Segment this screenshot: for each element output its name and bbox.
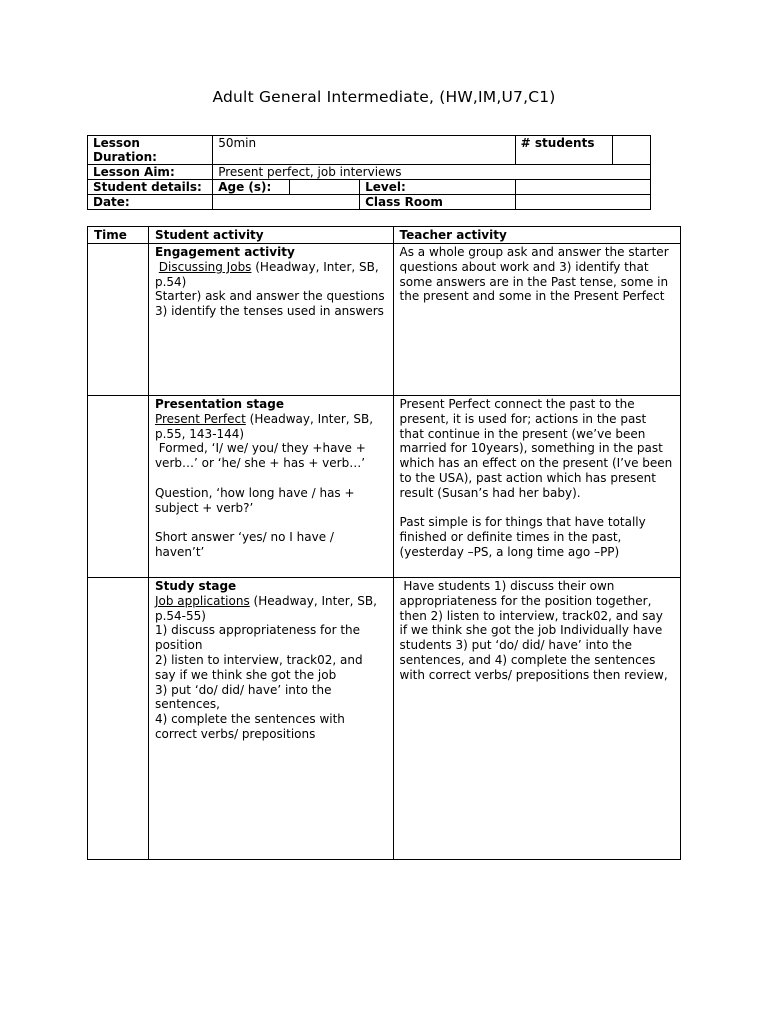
info-row-details [88, 180, 651, 195]
level-value [515, 180, 650, 195]
teacher-activity-cell [393, 396, 680, 578]
date-label: Date: [88, 195, 213, 210]
students-value [613, 136, 651, 165]
teacher-activity-cell [393, 578, 680, 860]
student-activity-cell [148, 244, 393, 396]
activity-step: Formed, ‘I/ we/ you/ they +have + verb…’ or ‘he/ she + has + verb…’ [154, 441, 370, 471]
details-label: Student details: [88, 180, 213, 195]
info-row-date [88, 195, 651, 210]
duration-value: 50min [213, 136, 515, 165]
activity-step: Starter) ask and answer the questions [154, 289, 385, 304]
activity-step: 3) identify the tenses used in answers [154, 304, 384, 319]
teacher-activity-cell [393, 244, 680, 396]
student-activity-header: Student activity [148, 227, 393, 244]
document-title: Adult General Intermediate, (HW,IM,U7,C1) [212, 88, 556, 106]
time-cell [88, 244, 149, 396]
duration-label: Lesson Duration: [88, 136, 213, 165]
activity-source: (Headway, Inter, SB, p.54-55) [154, 593, 377, 623]
plan-row-presentation [88, 396, 681, 578]
stage-title: Presentation stage [154, 397, 284, 411]
lesson-info-table [87, 135, 651, 210]
lesson-plan-table [87, 226, 681, 860]
teacher-note: Present Perfect connect the past to the present, it is used for; actions in the past that continue in the present (we’ve been married for 10years), something in the past which has an effect on the present (I’ve been to the USA), past action which has present result (Susan’s had her baby). [399, 397, 673, 500]
age-value [290, 180, 360, 195]
info-row-aim [88, 165, 651, 180]
teacher-activity-header: Teacher activity [393, 227, 680, 244]
date-value [213, 195, 360, 210]
students-label: # students [515, 136, 613, 165]
student-activity-cell [148, 578, 393, 860]
time-header: Time [88, 227, 149, 244]
time-cell [88, 396, 149, 578]
activity-step: Question, ‘how long have / has + subject + verb?’ [154, 485, 355, 515]
activity-step: 1) discuss appropriateness for the position [154, 623, 361, 653]
activity-reference [155, 412, 387, 442]
activity-source: (Headway, Inter, SB, p.55, 143-144) [154, 411, 374, 441]
activity-reference [155, 260, 387, 290]
activity-step: Short answer ‘yes/ no I have / haven’t’ [154, 530, 334, 559]
plan-row-study [88, 578, 681, 860]
student-activity-cell [148, 396, 393, 578]
teacher-note: As a whole group ask and answer the starter questions about work and 3) identify that some answers are in the Past tense, some in the present and some in the Present Perfect [399, 245, 669, 304]
teacher-note: Have students 1) discuss their own appropriateness for the position together, then 2) listen to interview, track02, and say if we think she got the job Individually have students 3) put ‘do/ did/ have’ into the sentences, and 4) complete the sentences with correct verbs/ prepositions then review, [399, 579, 668, 682]
room-label: Class Room [360, 195, 516, 210]
activity-step: 2) listen to interview, track02, and say if we think she got the job [154, 652, 363, 682]
activity-reference [155, 594, 387, 624]
aim-label: Lesson Aim: [88, 165, 213, 180]
plan-row-engagement [88, 244, 681, 396]
activity-step: 3) put ‘do/ did/ have’ into the sentences, [154, 682, 332, 712]
time-cell [88, 578, 149, 860]
teacher-note: Past simple is for things that have totally finished or definite times in the past, (yesterday –PS, a long time ago –PP) [399, 515, 646, 559]
plan-header-row [88, 227, 681, 244]
activity-source: (Headway, Inter, SB, p.54) [154, 259, 379, 289]
activity-topic: Present Perfect [154, 411, 246, 426]
stage-title: Study stage [154, 579, 237, 593]
activity-step: 4) complete the sentences with correct verbs/ prepositions [154, 712, 345, 741]
aim-value: Present perfect, job interviews [213, 165, 651, 180]
activity-topic: Discussing Jobs [158, 259, 252, 274]
info-row-duration [88, 136, 651, 165]
level-label: Level: [360, 180, 516, 195]
room-value [515, 195, 650, 210]
activity-topic: Job applications [154, 593, 250, 608]
stage-title: Engagement activity [154, 245, 295, 259]
age-label: Age (s): [213, 180, 290, 195]
